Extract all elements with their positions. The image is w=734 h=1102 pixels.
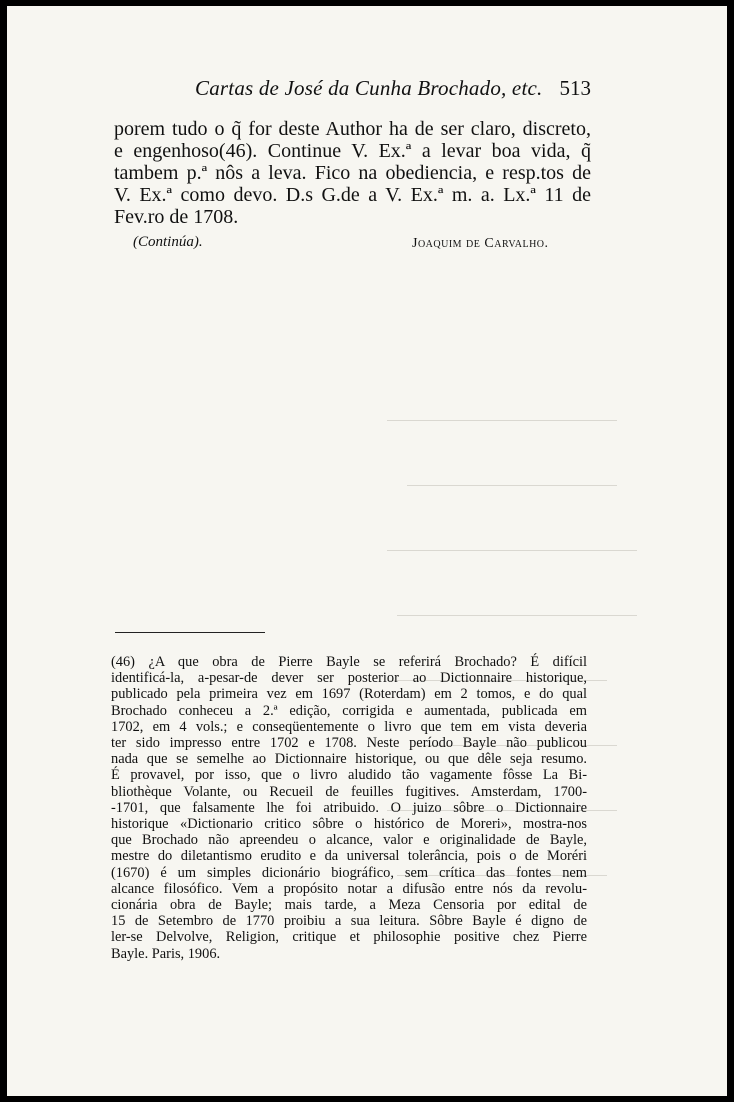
footnote-line: bliothèque Volante, ou Recueil de feuilles fugitives. Amsterdam, 1700-: [111, 783, 587, 800]
footnote-line: alcance filosófico. Vem a propósito notar a difusão entre nós da revolu-: [111, 880, 587, 897]
footnote-line: publicado pela primeira vez em 1697 (Roterdam) em 2 tomos, e do qual: [111, 686, 587, 703]
running-title: Cartas de José da Cunha Brochado, etc.: [195, 76, 543, 100]
footnote-line: ter sido impresso entre 1702 e 1708. Neste período Bayle não publicou: [111, 735, 587, 752]
footnote-line: nada que se semelhe ao Dictionnaire historique, ou que dêle seja resumo.: [111, 751, 587, 768]
running-header: [195, 76, 591, 106]
document-page: [7, 6, 727, 1096]
footnote-line: (1670) é um simples dicionário biográfico, sem crítica das fontes nem: [111, 864, 587, 881]
footnote-line: 15 de Setembro de 1770 proibiu a sua leitura. Sôbre Bayle é digno de: [111, 913, 587, 930]
page-number: 513: [559, 76, 591, 100]
footnote-line: Brochado conheceu a 2.ª edição, corrigida e aumentada, publicada em: [111, 702, 587, 719]
letter-line: V. Ex.ª como devo. D.s G.de a V. Ex.ª m. a. Lx.ª 11 de: [114, 184, 591, 206]
footnote-line: que Brochado não apreendeu o alcance, valor e originalidade de Bayle,: [111, 832, 587, 849]
footnote-line: É provavel, por isso, que o livro aludido tão vagamente fôsse La Bi-: [111, 767, 587, 784]
author-signature: Joaquim de Carvalho.: [412, 236, 549, 251]
letter-line: e engenhoso(46). Continue V. Ex.ª a levar boa vida, q̃: [114, 140, 591, 162]
footnote-line: -1701, que falsamente lhe foi atribuido. O juizo sôbre o Dictionnaire: [111, 799, 587, 816]
footnote-line: identificá-la, a-pesar-de dever ser posterior ao Dictionnaire historique,: [111, 670, 587, 687]
letter-line: porem tudo o q̃ for deste Author ha de ser claro, discreto,: [114, 118, 591, 140]
footnote-line: cionária obra de Bayle; mais tarde, a Meza Censoria por edital de: [111, 897, 587, 914]
letter-closing-text: [114, 118, 591, 228]
continued-note: (Continúa).: [133, 234, 203, 250]
footnote-line: Bayle. Paris, 1906.: [111, 945, 221, 962]
letter-line: tambem p.ª nôs a leva. Fico na obediencia, e resp.tos de: [114, 162, 591, 184]
letter-line: Fev.ro de 1708.: [114, 206, 239, 228]
footnote-line: mestre do diletantismo erudito e da universal tolerância, pois o de Moréri: [111, 848, 587, 865]
footnote-line: (46) ¿A que obra de Pierre Bayle se referirá Brochado? É difícil: [111, 654, 587, 670]
footnote-line: 1702, em 4 vols.; e conseqüentemente o livro que tem em vista deveria: [111, 718, 587, 735]
footnote-line: historique «Dictionario critico sôbre o histórico de Moreri», mostra-nos: [111, 816, 587, 833]
footnote-separator: [115, 632, 265, 633]
footnote-line: ler-se Delvolve, Religion, critique et philosophie positive chez Pierre: [111, 929, 587, 946]
footnote-46: [111, 654, 587, 962]
